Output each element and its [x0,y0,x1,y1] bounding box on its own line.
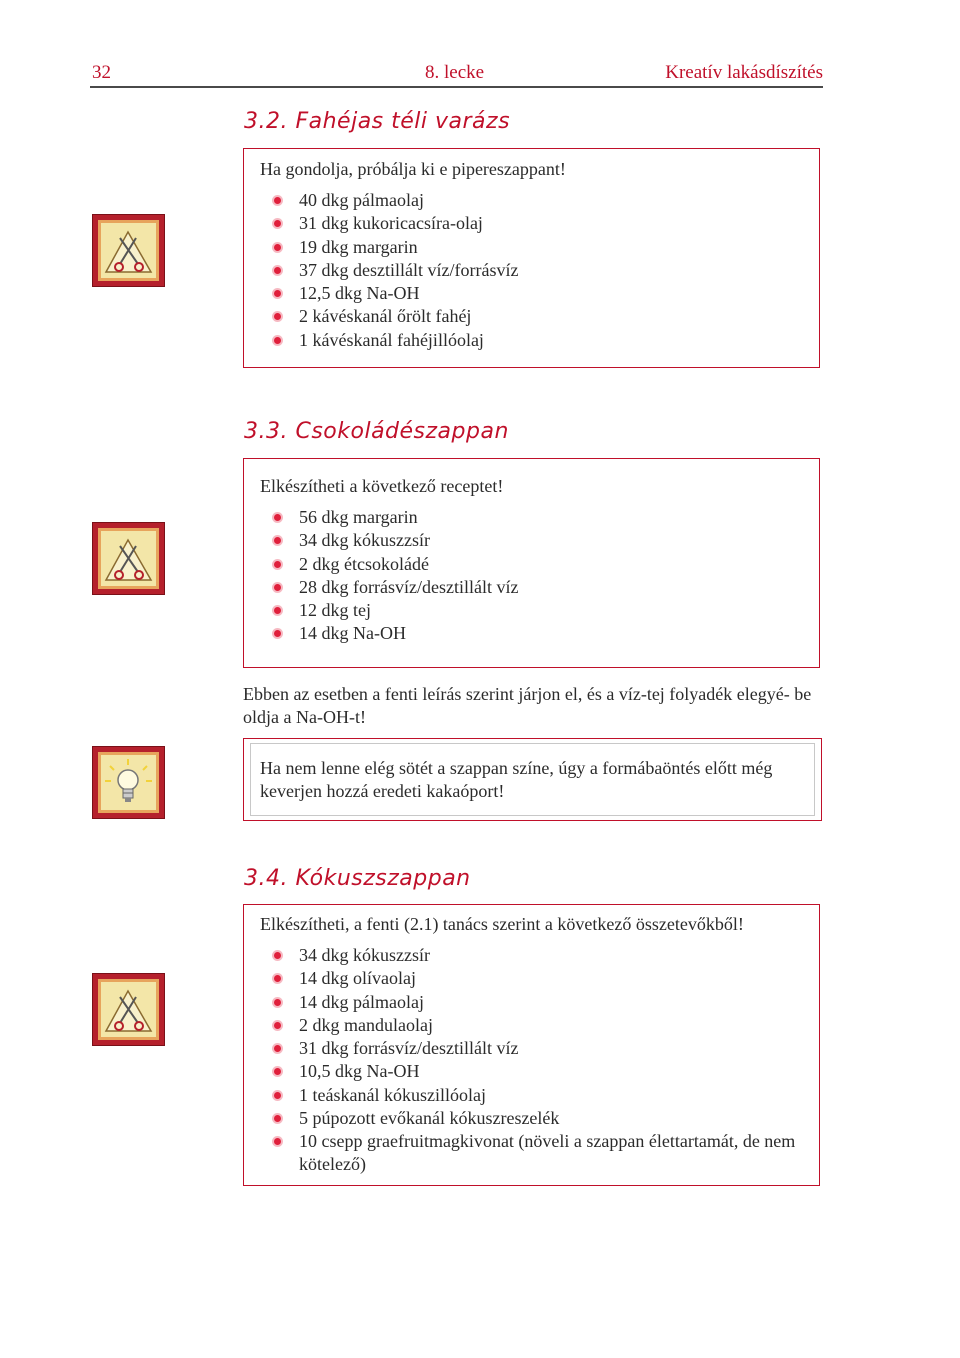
scissors-triangle-icon [93,974,164,1045]
instruction-paragraph: Ebben az esetben a fenti leírás szerint járjon el, és a víz-tej folyadék elegyé- be oldja a Na-OH-t! [243,684,812,727]
list-item: 12,5 dkg Na-OH [266,282,518,305]
list-item: 12 dkg tej [266,599,518,622]
recipe-intro: Ha gondolja, próbálja ki e pipereszappant! [260,159,566,179]
tip-box [243,738,822,821]
list-item: 2 dkg mandulaolaj [266,1014,819,1037]
list-item: 2 kávéskanál őrölt fahéj [266,305,518,328]
bullet-icon [274,952,281,959]
tip-text: Ha nem lenne elég sötét a szappan színe, úgy a formábaöntés előtt még keverjen hozzá eredeti kakaóport! [260,758,773,801]
section-title-kokusz: 3.4. Kókuszszappan [244,866,471,891]
ingredient-list [266,189,518,352]
bullet-icon [274,630,281,637]
scissors-triangle-icon [93,523,164,594]
section-title-csokolade: 3.3. Csokoládészappan [244,419,509,444]
recipe-intro: Elkészítheti a következő receptet! [260,476,504,496]
bullet-icon [274,584,281,591]
bullet-icon [274,561,281,568]
list-item: 40 dkg pálmaolaj [266,189,518,212]
list-item: 34 dkg kókuszzsír [266,529,518,552]
list-item: 10 csepp graefruitmagkivonat (növeli a szappan élettartamát, de nem kötelező) [266,1130,819,1176]
bullet-icon [274,537,281,544]
lesson-label: 8. lecke [425,62,485,83]
list-item: 14 dkg pálmaolaj [266,991,819,1014]
recipe-box-csokolade [243,458,820,668]
ingredient-list [266,506,518,646]
bullet-icon [274,1092,281,1099]
bullet-icon [274,1022,281,1029]
bullet-icon [274,1138,281,1145]
list-item: 34 dkg kókuszzsír [266,944,819,967]
recipe-box-kokusz [243,904,820,1186]
ingredient-list [266,944,819,1176]
bullet-icon [274,607,281,614]
bullet-icon [274,1115,281,1122]
bullet-icon [274,514,281,521]
list-item: 10,5 dkg Na-OH [266,1060,819,1083]
list-item: 37 dkg desztillált víz/forrásvíz [266,259,518,282]
bullet-icon [274,337,281,344]
page-header [90,60,823,88]
bullet-icon [274,267,281,274]
scissors-triangle-icon [93,215,164,286]
bullet-icon [274,1068,281,1075]
list-item: 56 dkg margarin [266,506,518,529]
lightbulb-icon [93,747,164,818]
bullet-icon [274,244,281,251]
bullet-icon [274,1045,281,1052]
book-title: Kreatív lakásdíszítés [665,62,823,83]
bullet-icon [274,313,281,320]
list-item: 2 dkg étcsokoládé [266,553,518,576]
list-item: 5 púpozott evőkanál kókuszreszelék [266,1107,819,1130]
list-item: 1 teáskanál kókuszillóolaj [266,1084,819,1107]
list-item: 14 dkg Na-OH [266,622,518,645]
list-item: 1 kávéskanál fahéjillóolaj [266,329,518,352]
bullet-icon [274,290,281,297]
page-number: 32 [92,62,111,83]
bullet-icon [274,975,281,982]
list-item: 31 dkg kukoricacsíra-olaj [266,212,518,235]
recipe-intro: Elkészítheti, a fenti (2.1) tanács szerint a következő összetevőkből! [260,914,744,934]
list-item: 31 dkg forrásvíz/desztillált víz [266,1037,819,1060]
bullet-icon [274,197,281,204]
section-title-fahejas: 3.2. Fahéjas téli varázs [244,109,511,134]
list-item: 19 dkg margarin [266,236,518,259]
recipe-box-fahejas [243,148,820,368]
bullet-icon [274,999,281,1006]
bullet-icon [274,220,281,227]
list-item: 28 dkg forrásvíz/desztillált víz [266,576,518,599]
list-item: 14 dkg olívaolaj [266,967,819,990]
